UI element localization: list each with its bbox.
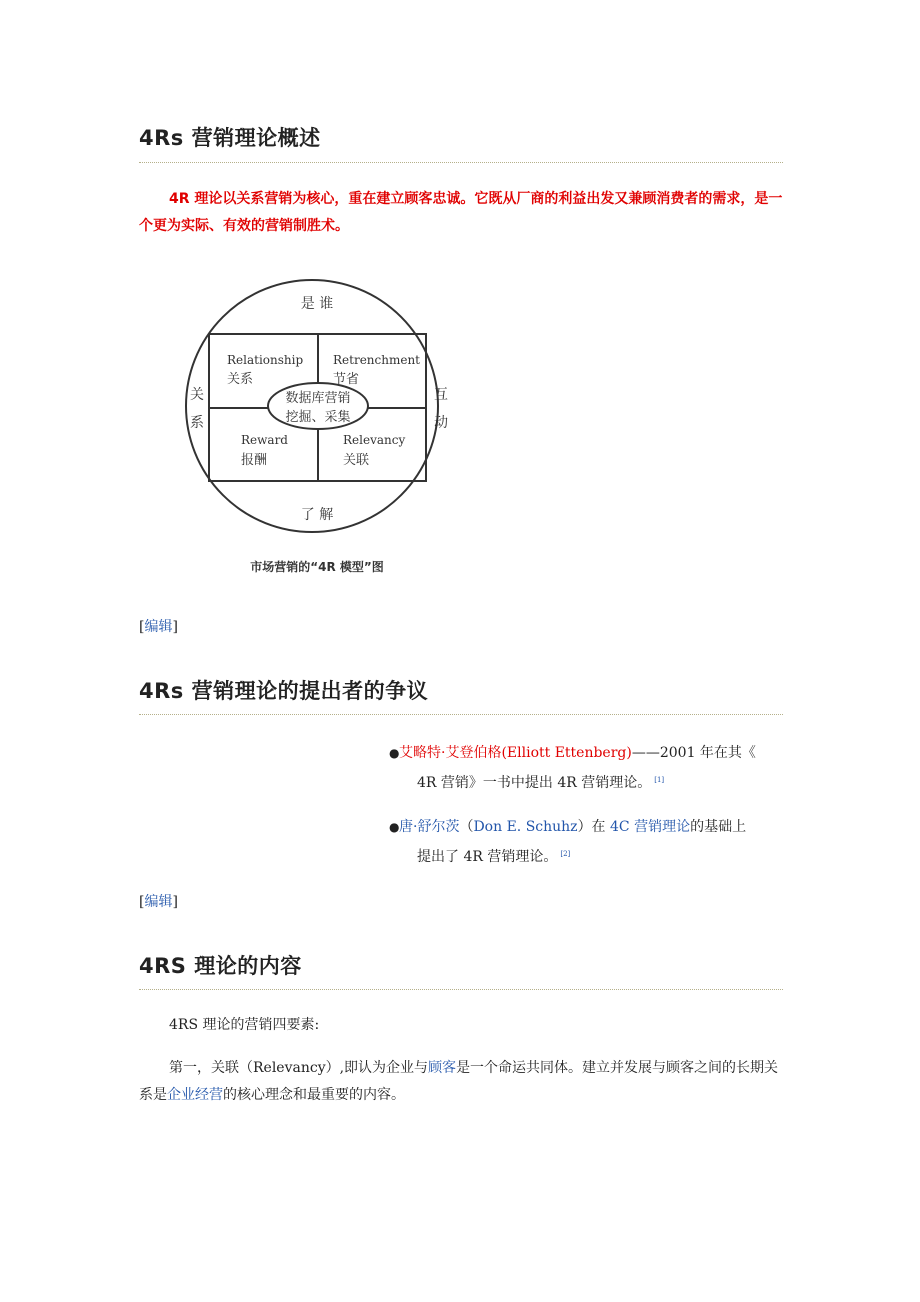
center-label-1: 数据库营销 (285, 391, 351, 406)
label-right-1: 互 (434, 387, 448, 403)
item-text-line2: 4R 营销》一书中提出 4R 营销理论。 (417, 775, 652, 791)
section-title-overview: 4Rs 营销理论概述 (139, 126, 321, 150)
label-right-2: 动 (434, 415, 448, 431)
paren-close: ）在 (577, 819, 611, 835)
list-item (389, 740, 769, 797)
label-left-2: 系 (190, 415, 204, 431)
theory-link-4c[interactable]: 4C 营销理论 (610, 819, 691, 835)
para-text: 第一，关联（Relevancy）,即认为企业与 (169, 1060, 429, 1076)
center-label-2: 挖掘、采集 (285, 410, 351, 425)
section-divider (139, 162, 783, 163)
bullet-icon: ● (389, 820, 400, 834)
person-link-ettenberg[interactable]: 艾略特·艾登伯格 (399, 745, 502, 761)
quadrant-retrenchment-en: Retrenchment (333, 353, 421, 367)
item-text: ——2001 年在其《 (631, 745, 756, 761)
reference-link[interactable]: [2] (560, 850, 571, 858)
edit-link[interactable]: 编辑 (144, 894, 173, 910)
paragraph-elements: 4RS 理论的营销四要素: (169, 1017, 320, 1033)
para-text: 的核心理念和最重要的内容。 (223, 1087, 405, 1103)
quadrant-reward-cn: 报酬 (241, 453, 268, 468)
person-english-name: Don E. Schuhz (473, 819, 578, 835)
quadrant-relevancy-cn: 关联 (343, 453, 370, 468)
label-left-1: 关 (190, 387, 204, 403)
quadrant-relationship-en: Relationship (227, 353, 304, 367)
intro-paragraph: 4R 理论以关系营销为核心，重在建立顾客忠诚。它既从厂商的利益出发又兼顾消费者的需求，是一个更为实际、有效的营销制胜术。 (139, 191, 783, 234)
item-text-line2: 提出了 4R 营销理论。 (417, 849, 558, 865)
person-english-name: (Elliott Ettenberg) (501, 745, 632, 761)
paragraph-relevancy (139, 1055, 785, 1109)
edit-link[interactable]: 编辑 (144, 619, 173, 635)
list-item (389, 814, 769, 871)
link-enterprise-management[interactable]: 企业经营 (167, 1087, 223, 1103)
section-divider (139, 989, 783, 990)
section-divider (139, 714, 783, 715)
label-bottom: 了 解 (300, 507, 334, 523)
person-link-schultz[interactable]: 唐·舒尔茨 (399, 819, 460, 835)
figure-caption: 市场营销的“4R 模型”图 (250, 560, 384, 574)
quadrant-relationship-cn: 关系 (227, 372, 254, 387)
edit-link-wrapper: [编辑] (139, 894, 178, 910)
label-top: 是 谁 (300, 296, 334, 312)
item-text: 的基础上 (690, 819, 747, 835)
link-customer[interactable]: 顾客 (428, 1060, 457, 1076)
paren-open: （ (459, 819, 474, 835)
reference-link[interactable]: [1] (654, 776, 665, 784)
quadrant-retrenchment-cn: 节省 (333, 372, 360, 387)
4r-model-figure (167, 266, 477, 590)
para-text: 是一个命运共同体。建立并发展与顾客之间的长期关系是 (139, 1060, 779, 1103)
section-title-controversy: 4Rs 营销理论的提出者的争议 (139, 679, 429, 703)
quadrant-reward-en: Reward (241, 433, 288, 447)
section-title-content: 4RS 理论的内容 (139, 954, 302, 978)
quadrant-relevancy-en: Relevancy (343, 433, 406, 447)
bullet-icon: ● (389, 746, 400, 760)
edit-link-wrapper: [编辑] (139, 619, 178, 635)
